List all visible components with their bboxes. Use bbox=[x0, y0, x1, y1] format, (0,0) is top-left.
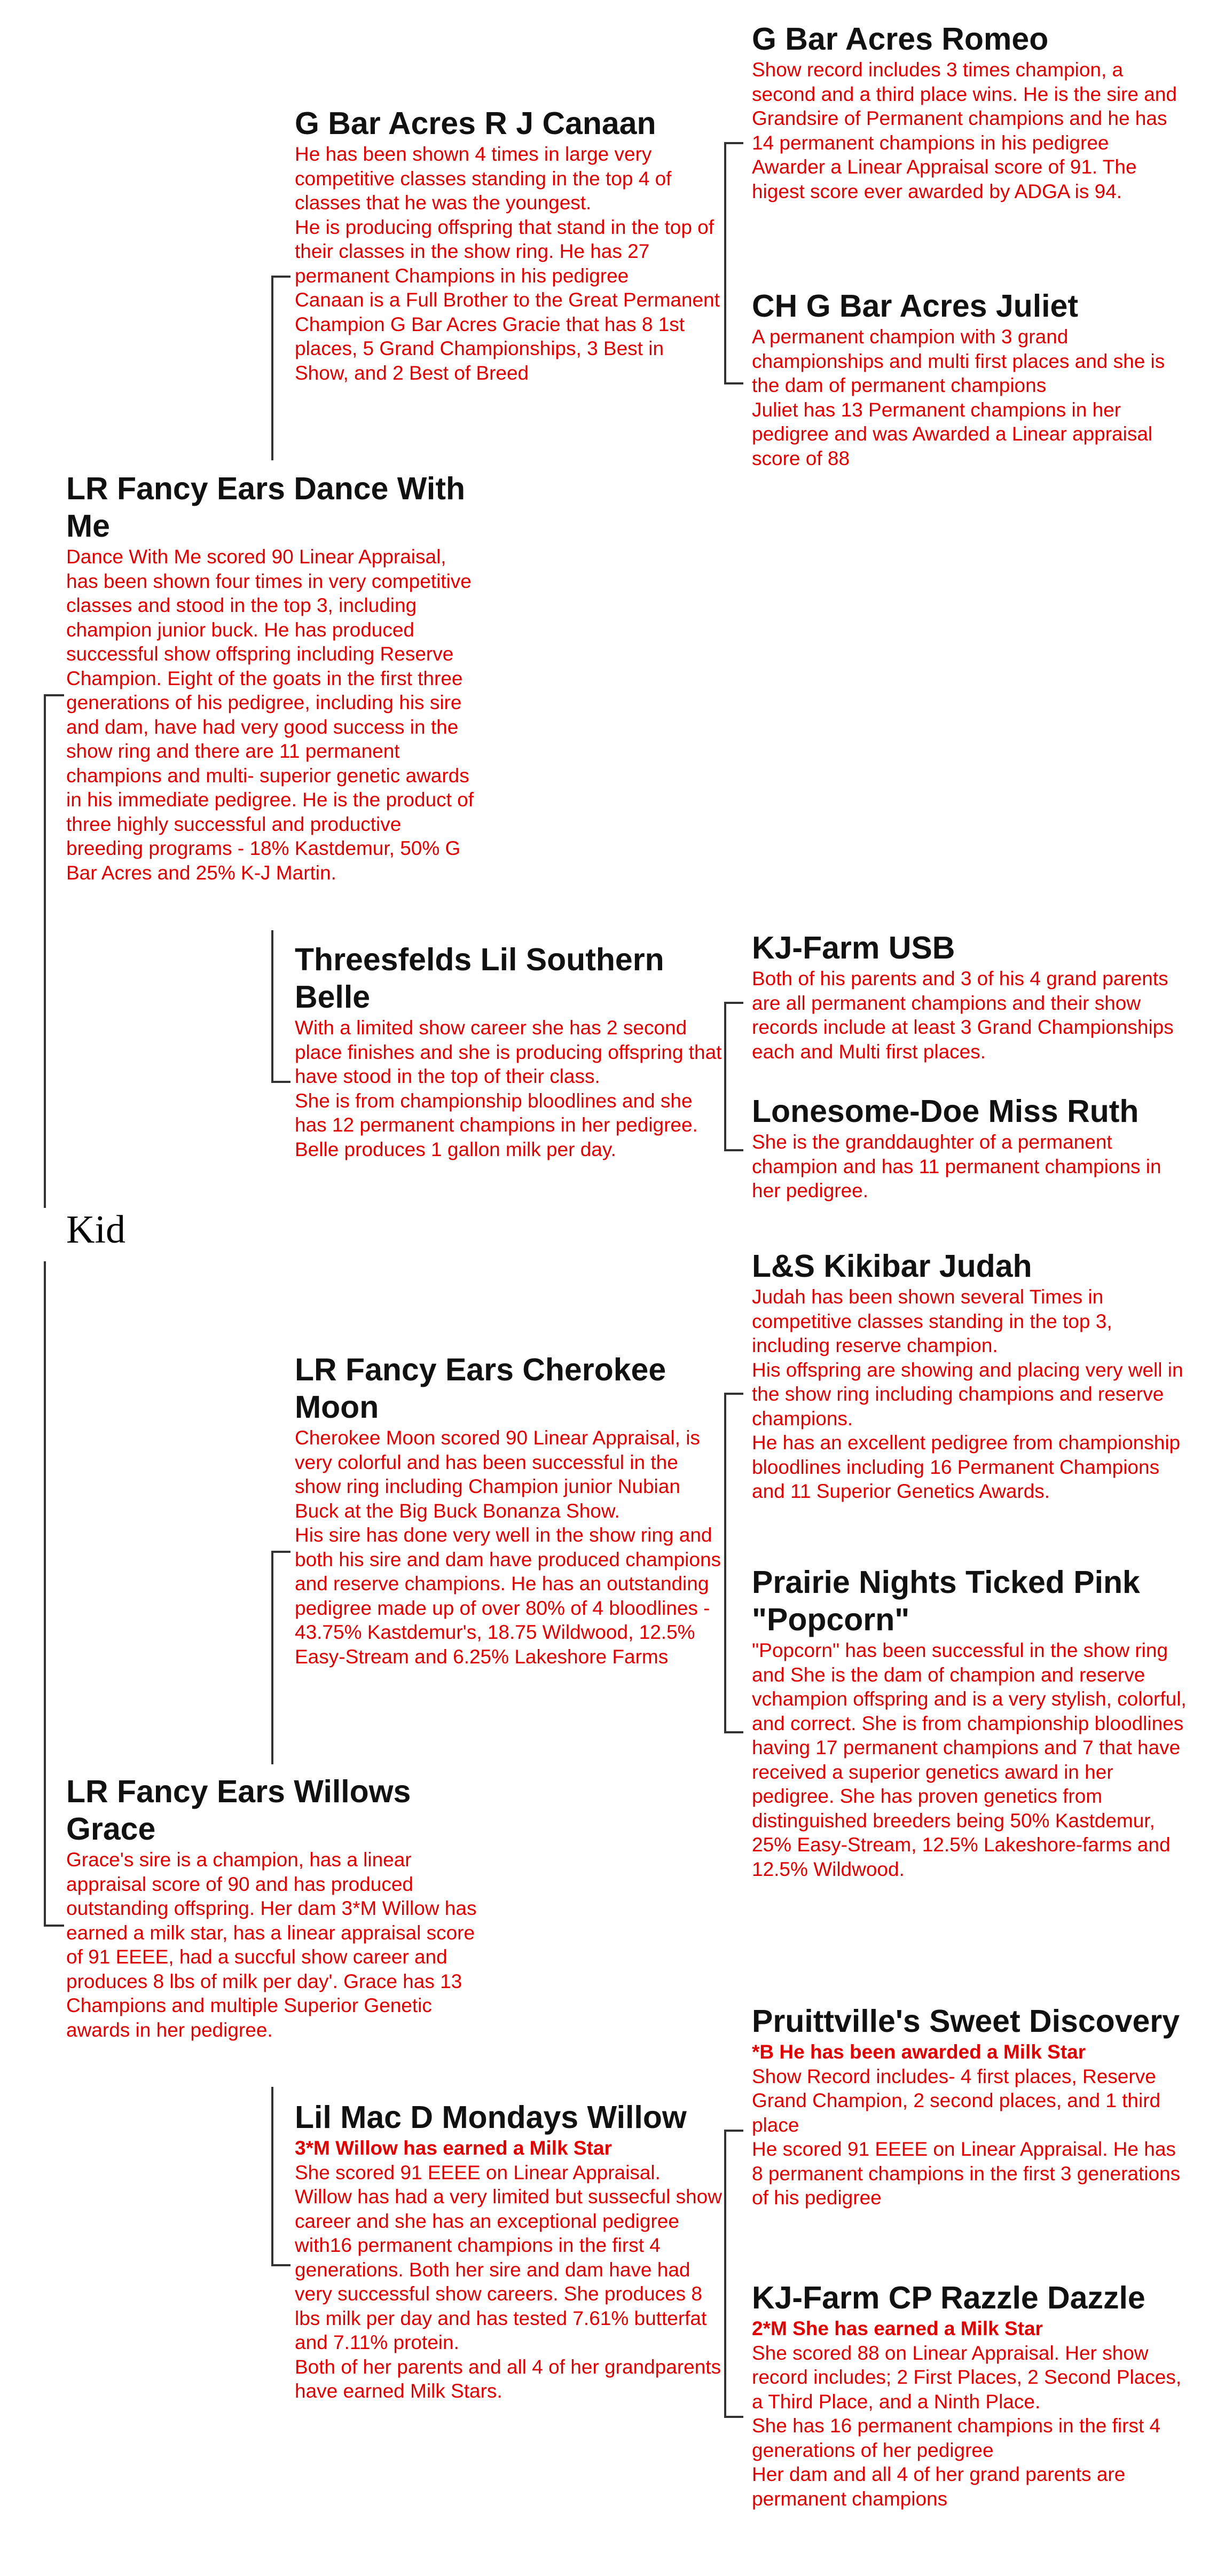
bracket-tick-razzle bbox=[724, 2416, 743, 2418]
animal-description: Show record includes 3 times champion, a second and a third place wins. He is the sire and Grandsire of Permanent champions and he has 14 permanent champions in his pedigree bbox=[752, 59, 1177, 154]
animal-description: Dance With Me scored 90 Linear Appraisal, has been shown four times in very competitive classes and stood in the top 3, including champion junior buck. He has produced successful show offspring including Reserve Champion. Eight of the goats in the first three generations of his pedigree, including his sire and dam, have had very good success in the show ring and there are 11 permanent champions and multi- superior genetic awards in his immediate pedigree. He is the product of three highly successful and productive breeding programs - 18% Kastdemur, 50% G Bar Acres and 25% K-J Martin. bbox=[66, 546, 474, 884]
animal-name: Threesfelds Lil Southern Belle bbox=[295, 942, 664, 1015]
animal-name: CH G Bar Acres Juliet bbox=[752, 288, 1078, 324]
bracket-tick-dance bbox=[44, 694, 64, 696]
entry-threesfelds-lil-southern-belle bbox=[295, 941, 722, 1161]
animal-description: With a limited show career she has 2 second place finishes and she is producing offspring that have stood in the top of their class. bbox=[295, 1017, 722, 1087]
animal-description: He has been shown 4 times in large very competitive classes standing in the top 4 of classes that he was the youngest. bbox=[295, 143, 672, 214]
animal-description: Grace's sire is a champion, has a linear appraisal score of 90 and has produced outstanding offspring. Her dam 3*M Willow has earned a milk star, has a linear appraisal score of 91 EEEE, had a succful show career and produces 8 lbs of milk per day'. Grace has 13 Champions and multiple Superior Genetic awards in her pedigree. bbox=[66, 1849, 477, 2041]
bracket-tick-ruth bbox=[724, 1149, 743, 1151]
animal-name: G Bar Acres R J Canaan bbox=[295, 106, 656, 141]
milk-star-note: *B He has been awarded a Milk Star bbox=[752, 2041, 1086, 2063]
bracket-line-belle bbox=[724, 1002, 726, 1151]
entry-kj-farm-cp-razzle-dazzle bbox=[752, 2279, 1190, 2511]
bracket-line-dance-sire bbox=[271, 276, 273, 460]
bracket-line-kid-vertical bbox=[44, 694, 46, 1208]
animal-description: She scored 88 on Linear Appraisal. Her show record includes; 2 First Places, 2 Second Places, a Third Place, and a Ninth Place. bbox=[752, 2342, 1182, 2413]
bracket-tick-willow bbox=[271, 2264, 291, 2266]
animal-description: Show Record includes- 4 first places, Reserve Grand Champion, 2 second places, and 1 third place bbox=[752, 2065, 1161, 2136]
animal-description: Judah has been shown several Times in competitive classes standing in the top 3, including reserve champion. bbox=[752, 1286, 1112, 1356]
animal-description: He scored 91 EEEE on Linear Appraisal. He has 8 permanent champions in the first 3 generations of his pedigree bbox=[752, 2138, 1181, 2209]
entry-lil-mac-d-mondays-willow bbox=[295, 2099, 722, 2404]
animal-description: Awarder a Linear Appraisal score of 91. The higest score ever awarded by ADGA is 94. bbox=[752, 156, 1137, 202]
bracket-tick-romeo bbox=[724, 142, 743, 144]
bracket-tick-juliet bbox=[724, 382, 743, 384]
animal-name: KJ-Farm USB bbox=[752, 930, 955, 965]
animal-name: KJ-Farm CP Razzle Dazzle bbox=[752, 2280, 1145, 2315]
entry-pruittvilles-sweet-discovery bbox=[752, 2002, 1190, 2210]
bracket-line-kid-vertical-lower bbox=[44, 1261, 46, 1927]
entry-ch-g-bar-acres-juliet bbox=[752, 287, 1190, 470]
bracket-tick-popcorn bbox=[724, 1731, 743, 1733]
animal-description: A permanent champion with 3 grand championships and multi first places and she is the dam of permanent champions bbox=[752, 326, 1165, 396]
milk-star-note: 2*M She has earned a Milk Star bbox=[752, 2318, 1043, 2339]
animal-description: Canaan is a Full Brother to the Great Permanent Champion G Bar Acres Gracie that has 8 1st places, 5 Grand Championships, 3 Best in Show, and 2 Best of Breed bbox=[295, 289, 720, 384]
entry-prairie-nights-ticked-pink bbox=[752, 1564, 1190, 1881]
animal-name: LR Fancy Ears Dance With Me bbox=[66, 471, 466, 544]
entry-lr-fancy-ears-willows-grace bbox=[66, 1773, 483, 2042]
bracket-line-willow bbox=[724, 2130, 726, 2418]
milk-star-note: 3*M Willow has earned a Milk Star bbox=[295, 2137, 612, 2159]
bracket-tick-cherokee bbox=[271, 1551, 291, 1553]
animal-description: His offspring are showing and placing very well in the show ring including champions and reserve champions. bbox=[752, 1358, 1183, 1430]
entry-lonesome-doe-miss-ruth bbox=[752, 1093, 1190, 1203]
animal-name: LR Fancy Ears Cherokee Moon bbox=[295, 1352, 666, 1425]
bracket-tick-usb bbox=[724, 1002, 743, 1004]
bracket-line-grace-dam bbox=[271, 2087, 273, 2266]
animal-description: She scored 91 EEEE on Linear Appraisal. Willow has had a very limited but sussecful show career and she has an exceptional pedigree with16 permanent champions in the first 4 generations. Both her sire and dam have had very successful show careers. She produces 8 lbs milk per day and has tested 7.61% butterfat and 7.11% protein. bbox=[295, 2161, 722, 2353]
animal-name: G Bar Acres Romeo bbox=[752, 21, 1049, 57]
animal-name: Prairie Nights Ticked Pink "Popcorn" bbox=[752, 1565, 1140, 1637]
animal-description: Her dam and all 4 of her grand parents are permanent champions bbox=[752, 2463, 1126, 2510]
bracket-line-grace-sire bbox=[271, 1551, 273, 1764]
bracket-tick-judah bbox=[724, 1393, 743, 1395]
animal-name: Lil Mac D Mondays Willow bbox=[295, 2100, 687, 2135]
kid-label: Kid bbox=[66, 1208, 125, 1252]
animal-description: He is producing offspring that stand in the top of their classes in the show ring. He has 27 permanent Champions in his pedigree bbox=[295, 216, 715, 287]
entry-lr-fancy-ears-cherokee-moon bbox=[295, 1351, 722, 1669]
animal-description: Cherokee Moon scored 90 Linear Appraisal, is very colorful and has been successful in the show ring including Champion junior Nubian Buck at the Big Buck Bonanza Show. bbox=[295, 1427, 700, 1522]
entry-lr-fancy-ears-dance-with-me bbox=[66, 470, 483, 885]
entry-g-bar-acres-rj-canaan bbox=[295, 105, 722, 385]
animal-description: "Popcorn" has been successful in the show ring and She is the dam of champion and reserve vchampion offspring and is a very stylish, colorful, and correct. She is from championship bloodlines having 17 permanent champions and 7 that have received a superior genetics award in her pedigree. She has proven genetics from distinguished breeders being 50% Kastdemur, 25% Easy-Stream, 12.5% Lakeshore-farms and 12.5% Wildwood. bbox=[752, 1639, 1187, 1880]
bracket-line-cherokee bbox=[724, 1393, 726, 1733]
animal-name: Lonesome-Doe Miss Ruth bbox=[752, 1094, 1139, 1129]
bracket-tick-canaan bbox=[271, 276, 291, 278]
bracket-line-dance-dam bbox=[271, 930, 273, 1083]
entry-ls-kikibar-judah bbox=[752, 1247, 1190, 1504]
animal-description: His sire has done very well in the show ring and both his sire and dam have produced champions and reserve champions. He has an outstanding pedigree made up of over 80% of 4 bloodlines - 43.75% Kastdemur's, 18.75 Wildwood, 12.5% Easy-Stream and 6.25% Lakeshore Farms bbox=[295, 1524, 721, 1668]
bracket-tick-belle bbox=[271, 1081, 291, 1083]
entry-g-bar-acres-romeo bbox=[752, 20, 1190, 203]
animal-name: Pruittville's Sweet Discovery bbox=[752, 2004, 1180, 2039]
animal-description: She is the granddaughter of a permanent champion and has 11 permanent champions in her pedigree. bbox=[752, 1131, 1161, 1201]
bracket-tick-grace bbox=[44, 1925, 64, 1927]
animal-description: Juliet has 13 Permanent champions in her pedigree and was Awarded a Linear appraisal score of 88 bbox=[752, 398, 1153, 469]
bracket-tick-discovery bbox=[724, 2130, 743, 2132]
animal-name: L&S Kikibar Judah bbox=[752, 1248, 1032, 1284]
entry-kj-farm-usb bbox=[752, 929, 1190, 1064]
animal-description: He has an excellent pedigree from championship bloodlines including 16 Permanent Champions and 11 Superior Genetics Awards. bbox=[752, 1432, 1181, 1502]
animal-name: LR Fancy Ears Willows Grace bbox=[66, 1774, 411, 1847]
bracket-line-canaan bbox=[724, 142, 726, 384]
animal-description: She has 16 permanent champions in the first 4 generations of her pedigree bbox=[752, 2415, 1161, 2461]
animal-description: Both of her parents and all 4 of her grandparents have earned Milk Stars. bbox=[295, 2355, 721, 2402]
animal-description: Both of his parents and 3 of his 4 grand parents are all permanent champions and their show records include at least 3 Grand Championships each and Multi first places. bbox=[752, 968, 1174, 1063]
animal-description: She is from championship bloodlines and she has 12 permanent champions in her pedigree. Belle produces 1 gallon milk per day. bbox=[295, 1089, 698, 1160]
